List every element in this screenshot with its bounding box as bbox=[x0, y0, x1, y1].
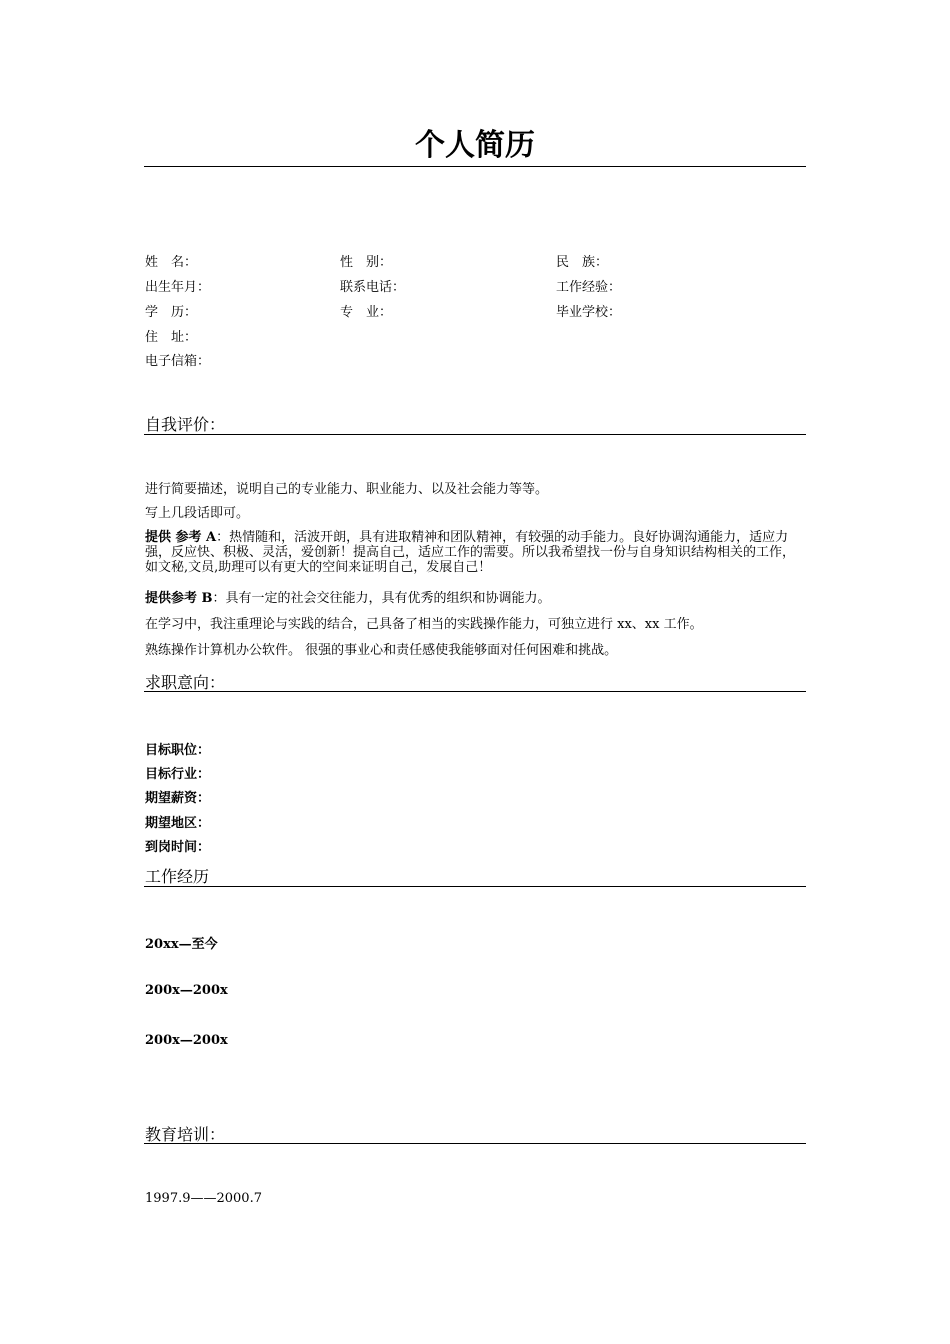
self-eval-line2: 写上几段话即可。 bbox=[145, 506, 250, 521]
work-item-1: 20xx—至今 bbox=[145, 937, 218, 952]
edu-period: 1997.9——2000.7 bbox=[145, 1191, 262, 1206]
intent-start-label: 到岗时间： bbox=[145, 840, 211, 855]
title-rule bbox=[144, 166, 806, 167]
edu-heading: 教育培训： bbox=[145, 1125, 226, 1144]
self-eval-rule bbox=[144, 434, 806, 435]
edu-rule bbox=[144, 1143, 806, 1144]
work-rule bbox=[144, 886, 806, 887]
info-gender-label: 性 别： bbox=[340, 255, 393, 270]
self-eval-study: 在学习中，我注重理论与实践的结合，己具备了相当的实践操作能力，可独立进行 xx、xx 工作。 bbox=[145, 617, 703, 632]
info-address-label: 住 址： bbox=[145, 330, 198, 345]
info-name-label: 姓 名： bbox=[145, 255, 198, 270]
self-eval-line1: 进行简要描述，说明自己的专业能力、职业能力、以及社会能力等等。 bbox=[145, 482, 549, 497]
self-eval-heading: 自我评价： bbox=[145, 415, 226, 434]
self-eval-office: 熟练操作计算机办公软件。 很强的事业心和责任感使我能够面对任何困难和挑战。 bbox=[145, 643, 618, 658]
work-heading: 工作经历 bbox=[145, 867, 210, 886]
ref-b-text: ：具有一定的社会交往能力，具有优秀的组织和协调能力。 bbox=[212, 591, 551, 606]
ref-a-label: 提供 参考 A bbox=[145, 530, 217, 545]
info-birth-label: 出生年月： bbox=[145, 280, 211, 295]
info-phone-label: 联系电话： bbox=[340, 280, 406, 295]
info-school-label: 毕业学校： bbox=[556, 305, 622, 320]
intent-rule bbox=[144, 691, 806, 692]
intent-industry-label: 目标行业： bbox=[145, 767, 211, 782]
ref-a-text: ：热情随和，活波开朗，具有进取精神和团队精神，有较强的动手能力。良好协调沟通能力，适应力强，反应快、积极、灵活，爱创新！提高自己，适应工作的需要。所以我希望找一份与自身知识结构相关的工作，如文秘,文员,助理可以有更大的空间来证明自己，发展自己！ bbox=[145, 530, 796, 575]
info-major-label: 专 业： bbox=[340, 305, 393, 320]
work-item-3: 200x—200x bbox=[145, 1033, 228, 1048]
self-eval-ref-a bbox=[145, 530, 807, 575]
intent-position-label: 目标职位： bbox=[145, 743, 211, 758]
work-item-2: 200x—200x bbox=[145, 983, 228, 998]
ref-b-label: 提供参考 B bbox=[145, 591, 213, 606]
intent-region-label: 期望地区： bbox=[145, 816, 211, 831]
info-experience-label: 工作经验： bbox=[556, 280, 622, 295]
intent-salary-label: 期望薪资： bbox=[145, 791, 211, 806]
info-ethnicity-label: 民 族： bbox=[556, 255, 609, 270]
self-eval-ref-b bbox=[145, 591, 807, 606]
info-email-label: 电子信箱： bbox=[145, 354, 211, 369]
page-title: 个人简历 bbox=[415, 128, 535, 163]
intent-heading: 求职意向： bbox=[145, 673, 226, 692]
info-education-label: 学 历： bbox=[145, 305, 198, 320]
